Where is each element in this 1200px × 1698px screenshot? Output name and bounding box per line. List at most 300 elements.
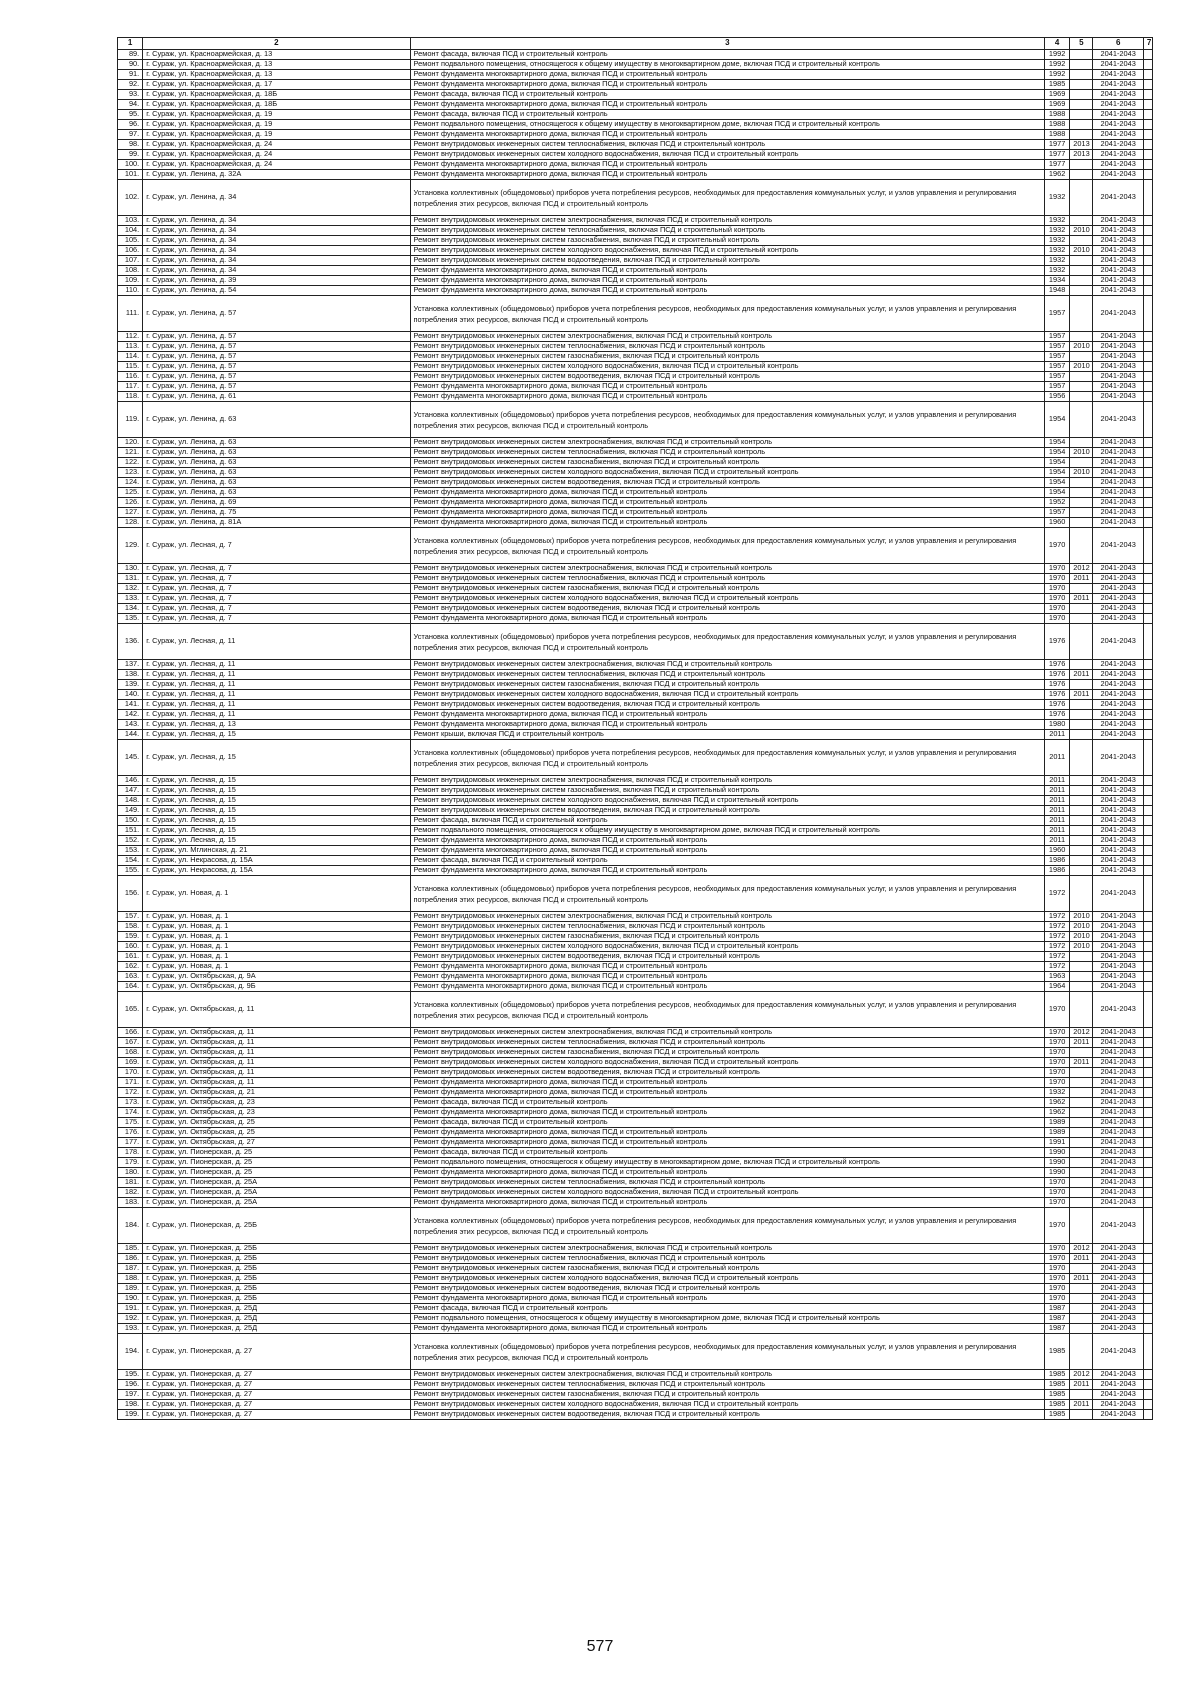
table-row — [118, 352, 1153, 362]
empty-column-7-cell — [1143, 438, 1152, 448]
address-cell: г. Сураж, ул. Ленина, д. 57 — [143, 332, 410, 342]
table-row — [118, 50, 1153, 60]
empty-column-7-cell — [1143, 1038, 1152, 1048]
empty-column-7-cell — [1143, 826, 1152, 836]
planned-period-cell: 2041-2043 — [1093, 776, 1143, 786]
table-row — [118, 962, 1153, 972]
commission-year-cell: 1972 — [1045, 952, 1070, 962]
work-type-cell: Ремонт фундамента многоквартирного дома, включая ПСД и строительный контроль — [410, 1294, 1045, 1304]
row-number-cell: 176. — [118, 1128, 143, 1138]
commission-year-cell: 1970 — [1045, 614, 1070, 624]
table-row — [118, 1168, 1153, 1178]
commission-year-cell: 1956 — [1045, 392, 1070, 402]
table-row — [118, 1284, 1153, 1294]
commission-year-cell: 2011 — [1045, 826, 1070, 836]
last-repair-year-cell — [1070, 836, 1093, 846]
work-type-cell: Ремонт фундамента многоквартирного дома, включая ПСД и строительный контроль — [410, 130, 1045, 140]
planned-period-cell: 2041-2043 — [1093, 60, 1143, 70]
last-repair-year-cell — [1070, 1068, 1093, 1078]
commission-year-cell: 1988 — [1045, 120, 1070, 130]
table-row — [118, 120, 1153, 130]
table-row — [118, 256, 1153, 266]
last-repair-year-cell: 2010 — [1070, 226, 1093, 236]
planned-period-cell: 2041-2043 — [1093, 846, 1143, 856]
planned-period-cell: 2041-2043 — [1093, 1370, 1143, 1380]
planned-period-cell: 2041-2043 — [1093, 1068, 1143, 1078]
last-repair-year-cell — [1070, 130, 1093, 140]
empty-column-7-cell — [1143, 80, 1152, 90]
work-type-cell: Ремонт внутридомовых инженерных систем электроснабжения, включая ПСД и строительный контроль — [410, 1370, 1045, 1380]
row-number-cell: 100. — [118, 160, 143, 170]
table-row — [118, 1088, 1153, 1098]
planned-period-cell: 2041-2043 — [1093, 624, 1143, 660]
last-repair-year-cell: 2011 — [1070, 1400, 1093, 1410]
commission-year-cell: 1986 — [1045, 866, 1070, 876]
row-number-cell: 153. — [118, 846, 143, 856]
last-repair-year-cell — [1070, 352, 1093, 362]
commission-year-cell: 1957 — [1045, 332, 1070, 342]
table-row — [118, 342, 1153, 352]
work-type-cell: Ремонт внутридомовых инженерных систем водоотведения, включая ПСД и строительный контроль — [410, 604, 1045, 614]
work-type-cell: Ремонт фундамента многоквартирного дома, включая ПСД и строительный контроль — [410, 276, 1045, 286]
table-row — [118, 276, 1153, 286]
commission-year-cell: 1970 — [1045, 584, 1070, 594]
address-cell: г. Сураж, ул. Пионерская, д. 25Б — [143, 1284, 410, 1294]
last-repair-year-cell — [1070, 972, 1093, 982]
planned-period-cell: 2041-2043 — [1093, 1254, 1143, 1264]
commission-year-cell: 1989 — [1045, 1118, 1070, 1128]
row-number-cell: 165. — [118, 992, 143, 1028]
planned-period-cell: 2041-2043 — [1093, 1038, 1143, 1048]
address-cell: г. Сураж, ул. Пионерская, д. 25Д — [143, 1324, 410, 1334]
planned-period-cell: 2041-2043 — [1093, 1168, 1143, 1178]
last-repair-year-cell — [1070, 856, 1093, 866]
planned-period-cell: 2041-2043 — [1093, 972, 1143, 982]
table-row — [118, 1108, 1153, 1118]
last-repair-year-cell — [1070, 1078, 1093, 1088]
row-number-cell: 125. — [118, 488, 143, 498]
address-cell: г. Сураж, ул. Лесная, д. 15 — [143, 786, 410, 796]
commission-year-cell: 1970 — [1045, 594, 1070, 604]
work-type-cell: Ремонт внутридомовых инженерных систем электроснабжения, включая ПСД и строительный контроль — [410, 912, 1045, 922]
empty-column-7-cell — [1143, 1188, 1152, 1198]
work-type-cell: Ремонт фундамента многоквартирного дома, включая ПСД и строительный контроль — [410, 614, 1045, 624]
empty-column-7-cell — [1143, 226, 1152, 236]
row-number-cell: 155. — [118, 866, 143, 876]
commission-year-cell: 1976 — [1045, 670, 1070, 680]
commission-year-cell: 2011 — [1045, 806, 1070, 816]
row-number-cell: 173. — [118, 1098, 143, 1108]
commission-year-cell: 1972 — [1045, 912, 1070, 922]
row-number-cell: 152. — [118, 836, 143, 846]
row-number-cell: 172. — [118, 1088, 143, 1098]
commission-year-cell: 1970 — [1045, 1178, 1070, 1188]
empty-column-7-cell — [1143, 614, 1152, 624]
address-cell: г. Сураж, ул. Ленина, д. 57 — [143, 382, 410, 392]
work-type-cell: Ремонт внутридомовых инженерных систем теплоснабжения, включая ПСД и строительный контроль — [410, 1254, 1045, 1264]
table-row — [118, 1314, 1153, 1324]
planned-period-cell: 2041-2043 — [1093, 1274, 1143, 1284]
row-number-cell: 154. — [118, 856, 143, 866]
commission-year-cell: 2011 — [1045, 740, 1070, 776]
empty-column-7-cell — [1143, 992, 1152, 1028]
commission-year-cell: 1952 — [1045, 498, 1070, 508]
work-type-cell: Ремонт внутридомовых инженерных систем электроснабжения, включая ПСД и строительный контроль — [410, 438, 1045, 448]
table-row — [118, 160, 1153, 170]
work-type-cell: Ремонт крыши, включая ПСД и строительный контроль — [410, 730, 1045, 740]
last-repair-year-cell — [1070, 160, 1093, 170]
row-number-cell: 177. — [118, 1138, 143, 1148]
address-cell: г. Сураж, ул. Пионерская, д. 25Б — [143, 1294, 410, 1304]
table-row — [118, 1158, 1153, 1168]
commission-year-cell: 1962 — [1045, 1098, 1070, 1108]
table-row — [118, 992, 1153, 1028]
empty-column-7-cell — [1143, 60, 1152, 70]
empty-column-7-cell — [1143, 100, 1152, 110]
row-number-cell: 198. — [118, 1400, 143, 1410]
empty-column-7-cell — [1143, 110, 1152, 120]
planned-period-cell: 2041-2043 — [1093, 226, 1143, 236]
table-row — [118, 564, 1153, 574]
row-number-cell: 149. — [118, 806, 143, 816]
planned-period-cell: 2041-2043 — [1093, 372, 1143, 382]
commission-year-cell: 1989 — [1045, 1128, 1070, 1138]
commission-year-cell: 1932 — [1045, 246, 1070, 256]
last-repair-year-cell — [1070, 1208, 1093, 1244]
table-row — [118, 1038, 1153, 1048]
row-number-cell: 179. — [118, 1158, 143, 1168]
table-row — [118, 1208, 1153, 1244]
table-row — [118, 1138, 1153, 1148]
last-repair-year-cell — [1070, 70, 1093, 80]
row-number-cell: 108. — [118, 266, 143, 276]
empty-column-7-cell — [1143, 720, 1152, 730]
table-row — [118, 1098, 1153, 1108]
table-row — [118, 1148, 1153, 1158]
table-row — [118, 468, 1153, 478]
row-number-cell: 127. — [118, 508, 143, 518]
last-repair-year-cell — [1070, 438, 1093, 448]
work-type-cell: Установка коллективных (общедомовых) приборов учета потребления ресурсов, необходимых для предоставления коммунальных услуг, и узлов управления и регулирования потребления этих ресурсов, включая ПСД и строительный контроль — [410, 180, 1045, 216]
work-type-cell: Установка коллективных (общедомовых) приборов учета потребления ресурсов, необходимых для предоставления коммунальных услуг, и узлов управления и регулирования потребления этих ресурсов, включая ПСД и строительный контроль — [410, 296, 1045, 332]
table-row — [118, 740, 1153, 776]
table-row — [118, 1068, 1153, 1078]
row-number-cell: 193. — [118, 1324, 143, 1334]
work-type-cell: Ремонт внутридомовых инженерных систем водоотведения, включая ПСД и строительный контроль — [410, 806, 1045, 816]
address-cell: г. Сураж, ул. Пионерская, д. 27 — [143, 1370, 410, 1380]
commission-year-cell: 2011 — [1045, 786, 1070, 796]
address-cell: г. Сураж, ул. Ленина, д. 34 — [143, 266, 410, 276]
empty-column-7-cell — [1143, 690, 1152, 700]
table-row — [118, 226, 1153, 236]
row-number-cell: 175. — [118, 1118, 143, 1128]
empty-column-7-cell — [1143, 266, 1152, 276]
commission-year-cell: 1932 — [1045, 180, 1070, 216]
work-type-cell: Ремонт подвального помещения, относящегося к общему имуществу в многоквартирном доме, включая ПСД и строительный контроль — [410, 1314, 1045, 1324]
row-number-cell: 169. — [118, 1058, 143, 1068]
commission-year-cell: 1970 — [1045, 1254, 1070, 1264]
last-repair-year-cell — [1070, 796, 1093, 806]
empty-column-7-cell — [1143, 922, 1152, 932]
address-cell: г. Сураж, ул. Некрасова, д. 15А — [143, 856, 410, 866]
address-cell: г. Сураж, ул. Октябрьская, д. 21 — [143, 1088, 410, 1098]
planned-period-cell: 2041-2043 — [1093, 952, 1143, 962]
row-number-cell: 156. — [118, 876, 143, 912]
address-cell: г. Сураж, ул. Красноармейская, д. 13 — [143, 70, 410, 80]
work-type-cell: Ремонт внутридомовых инженерных систем газоснабжения, включая ПСД и строительный контроль — [410, 1264, 1045, 1274]
planned-period-cell: 2041-2043 — [1093, 680, 1143, 690]
table-row — [118, 170, 1153, 180]
address-cell: г. Сураж, ул. Новая, д. 1 — [143, 912, 410, 922]
empty-column-7-cell — [1143, 594, 1152, 604]
last-repair-year-cell — [1070, 1108, 1093, 1118]
column-number-2: 2 — [143, 38, 410, 50]
address-cell: г. Сураж, ул. Лесная, д. 7 — [143, 528, 410, 564]
last-repair-year-cell — [1070, 216, 1093, 226]
table-row — [118, 1118, 1153, 1128]
table-row — [118, 1048, 1153, 1058]
empty-column-7-cell — [1143, 1274, 1152, 1284]
commission-year-cell: 1932 — [1045, 256, 1070, 266]
work-type-cell: Ремонт фасада, включая ПСД и строительный контроль — [410, 1118, 1045, 1128]
planned-period-cell: 2041-2043 — [1093, 564, 1143, 574]
planned-period-cell: 2041-2043 — [1093, 876, 1143, 912]
work-type-cell: Ремонт фундамента многоквартирного дома, включая ПСД и строительный контроль — [410, 382, 1045, 392]
planned-period-cell: 2041-2043 — [1093, 922, 1143, 932]
address-cell: г. Сураж, ул. Лесная, д. 11 — [143, 624, 410, 660]
address-cell: г. Сураж, ул. Красноармейская, д. 24 — [143, 160, 410, 170]
row-number-cell: 101. — [118, 170, 143, 180]
row-number-cell: 106. — [118, 246, 143, 256]
empty-column-7-cell — [1143, 508, 1152, 518]
last-repair-year-cell — [1070, 1198, 1093, 1208]
commission-year-cell: 1972 — [1045, 932, 1070, 942]
planned-period-cell: 2041-2043 — [1093, 1264, 1143, 1274]
address-cell: г. Сураж, ул. Октябрьская, д. 25 — [143, 1128, 410, 1138]
empty-column-7-cell — [1143, 1148, 1152, 1158]
commission-year-cell: 1970 — [1045, 1244, 1070, 1254]
commission-year-cell: 1985 — [1045, 1370, 1070, 1380]
empty-column-7-cell — [1143, 982, 1152, 992]
planned-period-cell: 2041-2043 — [1093, 604, 1143, 614]
empty-column-7-cell — [1143, 1078, 1152, 1088]
commission-year-cell: 1976 — [1045, 624, 1070, 660]
empty-column-7-cell — [1143, 786, 1152, 796]
planned-period-cell: 2041-2043 — [1093, 730, 1143, 740]
address-cell: г. Сураж, ул. Лесная, д. 11 — [143, 660, 410, 670]
row-number-cell: 180. — [118, 1168, 143, 1178]
empty-column-7-cell — [1143, 170, 1152, 180]
work-type-cell: Ремонт внутридомовых инженерных систем электроснабжения, включая ПСД и строительный контроль — [410, 564, 1045, 574]
address-cell: г. Сураж, ул. Красноармейская, д. 19 — [143, 110, 410, 120]
planned-period-cell: 2041-2043 — [1093, 1088, 1143, 1098]
work-type-cell: Ремонт внутридомовых инженерных систем газоснабжения, включая ПСД и строительный контроль — [410, 584, 1045, 594]
commission-year-cell: 1990 — [1045, 1168, 1070, 1178]
row-number-cell: 99. — [118, 150, 143, 160]
last-repair-year-cell — [1070, 680, 1093, 690]
planned-period-cell: 2041-2043 — [1093, 574, 1143, 584]
row-number-cell: 183. — [118, 1198, 143, 1208]
table-row — [118, 1254, 1153, 1264]
planned-period-cell: 2041-2043 — [1093, 786, 1143, 796]
work-type-cell: Ремонт подвального помещения, относящегося к общему имуществу в многоквартирном доме, включая ПСД и строительный контроль — [410, 60, 1045, 70]
table-row — [118, 680, 1153, 690]
commission-year-cell: 1957 — [1045, 352, 1070, 362]
address-cell: г. Сураж, ул. Ленина, д. 57 — [143, 372, 410, 382]
planned-period-cell: 2041-2043 — [1093, 70, 1143, 80]
last-repair-year-cell — [1070, 296, 1093, 332]
last-repair-year-cell — [1070, 382, 1093, 392]
empty-column-7-cell — [1143, 1028, 1152, 1038]
empty-column-7-cell — [1143, 468, 1152, 478]
empty-column-7-cell — [1143, 1284, 1152, 1294]
commission-year-cell: 1957 — [1045, 372, 1070, 382]
address-cell: г. Сураж, ул. Пионерская, д. 25 — [143, 1158, 410, 1168]
planned-period-cell: 2041-2043 — [1093, 236, 1143, 246]
commission-year-cell: 1954 — [1045, 458, 1070, 468]
planned-period-cell: 2041-2043 — [1093, 1048, 1143, 1058]
commission-year-cell: 2011 — [1045, 816, 1070, 826]
last-repair-year-cell — [1070, 392, 1093, 402]
planned-period-cell: 2041-2043 — [1093, 332, 1143, 342]
table-row — [118, 660, 1153, 670]
row-number-cell: 120. — [118, 438, 143, 448]
empty-column-7-cell — [1143, 478, 1152, 488]
row-number-cell: 97. — [118, 130, 143, 140]
empty-column-7-cell — [1143, 1048, 1152, 1058]
work-type-cell: Ремонт внутридомовых инженерных систем газоснабжения, включая ПСД и строительный контроль — [410, 786, 1045, 796]
address-cell: г. Сураж, ул. Лесная, д. 15 — [143, 836, 410, 846]
table-row — [118, 876, 1153, 912]
last-repair-year-cell: 2012 — [1070, 564, 1093, 574]
planned-period-cell: 2041-2043 — [1093, 1138, 1143, 1148]
empty-column-7-cell — [1143, 1410, 1152, 1420]
last-repair-year-cell — [1070, 1304, 1093, 1314]
table-row — [118, 710, 1153, 720]
table-row — [118, 478, 1153, 488]
last-repair-year-cell — [1070, 982, 1093, 992]
row-number-cell: 110. — [118, 286, 143, 296]
empty-column-7-cell — [1143, 796, 1152, 806]
last-repair-year-cell — [1070, 710, 1093, 720]
commission-year-cell: 2011 — [1045, 836, 1070, 846]
address-cell: г. Сураж, ул. Лесная, д. 7 — [143, 614, 410, 624]
address-cell: г. Сураж, ул. Ленина, д. 63 — [143, 438, 410, 448]
address-cell: г. Сураж, ул. Пионерская, д. 25Д — [143, 1304, 410, 1314]
last-repair-year-cell: 2011 — [1070, 670, 1093, 680]
commission-year-cell: 1992 — [1045, 70, 1070, 80]
planned-period-cell: 2041-2043 — [1093, 1410, 1143, 1420]
table-row — [118, 912, 1153, 922]
table-row — [118, 448, 1153, 458]
address-cell: г. Сураж, ул. Пионерская, д. 25Б — [143, 1244, 410, 1254]
address-cell: г. Сураж, ул. Ленина, д. 63 — [143, 448, 410, 458]
address-cell: г. Сураж, ул. Некрасова, д. 15А — [143, 866, 410, 876]
table-row — [118, 372, 1153, 382]
address-cell: г. Сураж, ул. Пионерская, д. 25А — [143, 1178, 410, 1188]
commission-year-cell: 1954 — [1045, 438, 1070, 448]
empty-column-7-cell — [1143, 866, 1152, 876]
empty-column-7-cell — [1143, 150, 1152, 160]
planned-period-cell: 2041-2043 — [1093, 286, 1143, 296]
work-type-cell: Установка коллективных (общедомовых) приборов учета потребления ресурсов, необходимых для предоставления коммунальных услуг, и узлов управления и регулирования потребления этих ресурсов, включая ПСД и строительный контроль — [410, 1208, 1045, 1244]
work-type-cell: Ремонт фасада, включая ПСД и строительный контроль — [410, 110, 1045, 120]
commission-year-cell: 1990 — [1045, 1148, 1070, 1158]
empty-column-7-cell — [1143, 362, 1152, 372]
table-row — [118, 922, 1153, 932]
empty-column-7-cell — [1143, 70, 1152, 80]
last-repair-year-cell — [1070, 846, 1093, 856]
commission-year-cell: 1985 — [1045, 1334, 1070, 1370]
table-row — [118, 846, 1153, 856]
work-type-cell: Ремонт внутридомовых инженерных систем водоотведения, включая ПСД и строительный контроль — [410, 256, 1045, 266]
planned-period-cell: 2041-2043 — [1093, 670, 1143, 680]
work-type-cell: Ремонт внутридомовых инженерных систем холодного водоснабжения, включая ПСД и строительный контроль — [410, 1274, 1045, 1284]
table-row — [118, 604, 1153, 614]
planned-period-cell: 2041-2043 — [1093, 352, 1143, 362]
address-cell: г. Сураж, ул. Лесная, д. 11 — [143, 680, 410, 690]
table-row — [118, 362, 1153, 372]
row-number-cell: 182. — [118, 1188, 143, 1198]
planned-period-cell: 2041-2043 — [1093, 160, 1143, 170]
address-cell: г. Сураж, ул. Пионерская, д. 25А — [143, 1188, 410, 1198]
planned-period-cell: 2041-2043 — [1093, 528, 1143, 564]
empty-column-7-cell — [1143, 584, 1152, 594]
commission-year-cell: 1970 — [1045, 1294, 1070, 1304]
commission-year-cell: 1976 — [1045, 710, 1070, 720]
row-number-cell: 112. — [118, 332, 143, 342]
work-type-cell: Ремонт внутридомовых инженерных систем теплоснабжения, включая ПСД и строительный контроль — [410, 922, 1045, 932]
address-cell: г. Сураж, ул. Ленина, д. 63 — [143, 402, 410, 438]
empty-column-7-cell — [1143, 1400, 1152, 1410]
last-repair-year-cell — [1070, 1098, 1093, 1108]
table-row — [118, 70, 1153, 80]
work-type-cell: Ремонт внутридомовых инженерных систем холодного водоснабжения, включая ПСД и строительный контроль — [410, 1058, 1045, 1068]
work-type-cell: Установка коллективных (общедомовых) приборов учета потребления ресурсов, необходимых для предоставления коммунальных услуг, и узлов управления и регулирования потребления этих ресурсов, включая ПСД и строительный контроль — [410, 402, 1045, 438]
work-type-cell: Ремонт подвального помещения, относящегося к общему имуществу в многоквартирном доме, включая ПСД и строительный контроль — [410, 1158, 1045, 1168]
commission-year-cell: 1992 — [1045, 60, 1070, 70]
last-repair-year-cell: 2011 — [1070, 594, 1093, 604]
address-cell: г. Сураж, ул. Ленина, д. 34 — [143, 226, 410, 236]
planned-period-cell: 2041-2043 — [1093, 1284, 1143, 1294]
planned-period-cell: 2041-2043 — [1093, 402, 1143, 438]
table-row — [118, 508, 1153, 518]
address-cell: г. Сураж, ул. Ленина, д. 32А — [143, 170, 410, 180]
empty-column-7-cell — [1143, 1128, 1152, 1138]
last-repair-year-cell — [1070, 660, 1093, 670]
address-cell: г. Сураж, ул. Пионерская, д. 27 — [143, 1334, 410, 1370]
planned-period-cell: 2041-2043 — [1093, 130, 1143, 140]
commission-year-cell: 1954 — [1045, 488, 1070, 498]
empty-column-7-cell — [1143, 1178, 1152, 1188]
last-repair-year-cell — [1070, 720, 1093, 730]
address-cell: г. Сураж, ул. Пионерская, д. 27 — [143, 1400, 410, 1410]
row-number-cell: 181. — [118, 1178, 143, 1188]
row-number-cell: 197. — [118, 1390, 143, 1400]
empty-column-7-cell — [1143, 90, 1152, 100]
table-row — [118, 942, 1153, 952]
planned-period-cell: 2041-2043 — [1093, 992, 1143, 1028]
address-cell: г. Сураж, ул. Октябрьская, д. 11 — [143, 992, 410, 1028]
address-cell: г. Сураж, ул. Ленина, д. 34 — [143, 216, 410, 226]
last-repair-year-cell — [1070, 584, 1093, 594]
table-row — [118, 1390, 1153, 1400]
table-row — [118, 1304, 1153, 1314]
commission-year-cell: 1970 — [1045, 574, 1070, 584]
planned-period-cell: 2041-2043 — [1093, 120, 1143, 130]
table-row — [118, 584, 1153, 594]
row-number-cell: 167. — [118, 1038, 143, 1048]
